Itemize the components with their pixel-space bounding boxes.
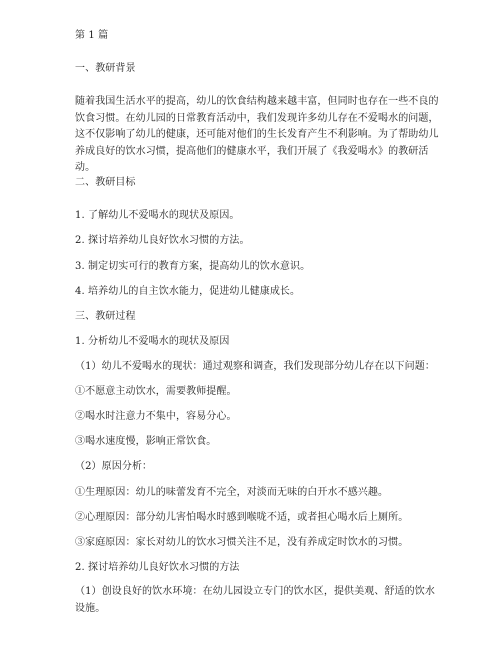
process-subheading: 1. 分析幼儿不爱喝水的现状及原因 bbox=[75, 336, 230, 347]
part-label: 第 1 篇 bbox=[75, 30, 109, 41]
goal-item: 1. 了解幼儿不爱喝水的现状及原因。 bbox=[75, 210, 240, 221]
cause-heading: （2）原因分析： bbox=[75, 461, 153, 472]
status-item: ①不愿意主动饮水，需要教师提醒。 bbox=[75, 386, 237, 397]
section-heading-goals: 二、教研目标 bbox=[75, 177, 136, 188]
cause-item: ③家庭原因：家长对幼儿的饮水习惯关注不足，没有养成定时饮水的习惯。 bbox=[75, 537, 409, 548]
goal-item: 2. 探讨培养幼儿良好饮水习惯的方法。 bbox=[75, 235, 250, 246]
section-heading-process: 三、教研过程 bbox=[75, 311, 136, 322]
section-heading-background: 一、教研背景 bbox=[75, 63, 136, 74]
status-item: ②喝水时注意力不集中，容易分心。 bbox=[75, 411, 237, 422]
goal-item: 3. 制定切实可行的教育方案，提高幼儿的饮水意识。 bbox=[75, 261, 311, 272]
process-subheading: 2. 探讨培养幼儿良好饮水习惯的方法 bbox=[75, 562, 240, 573]
cause-item: ②心理原因：部分幼儿害怕喝水时感到喉咙不适，或者担心喝水后上厕所。 bbox=[75, 512, 409, 523]
process-status-line: （1）幼儿不爱喝水的现状：通过观察和调查，我们发现部分幼儿存在以下问题： bbox=[75, 361, 435, 372]
status-item: ③喝水速度慢，影响正常饮食。 bbox=[75, 436, 217, 447]
goal-item: 4. 培养幼儿的自主饮水能力，促进幼儿健康成长。 bbox=[75, 286, 301, 297]
background-paragraph: 随着我国生活水平的提高，幼儿的饮食结构越来越丰富，但同时也存在一些不良的饮食习惯。在幼儿园的日常教育活动中，我们发现许多幼儿存在不爱喝水的问题，这不仅影响了幼儿的健康，还可能对他们的生长发育产生不利影响。为了帮助幼儿养成良好的饮水习惯，提高他们的健康水平，我们开展了《我爱喝水》的教研活动。 bbox=[75, 96, 439, 173]
cause-item: ①生理原因：幼儿的味蕾发育不完全，对淡而无味的白开水不感兴趣。 bbox=[75, 487, 389, 498]
method-paragraph: （1）创设良好的饮水环境：在幼儿园设立专门的饮水区，提供美观、舒适的饮水设施。 bbox=[75, 586, 435, 614]
